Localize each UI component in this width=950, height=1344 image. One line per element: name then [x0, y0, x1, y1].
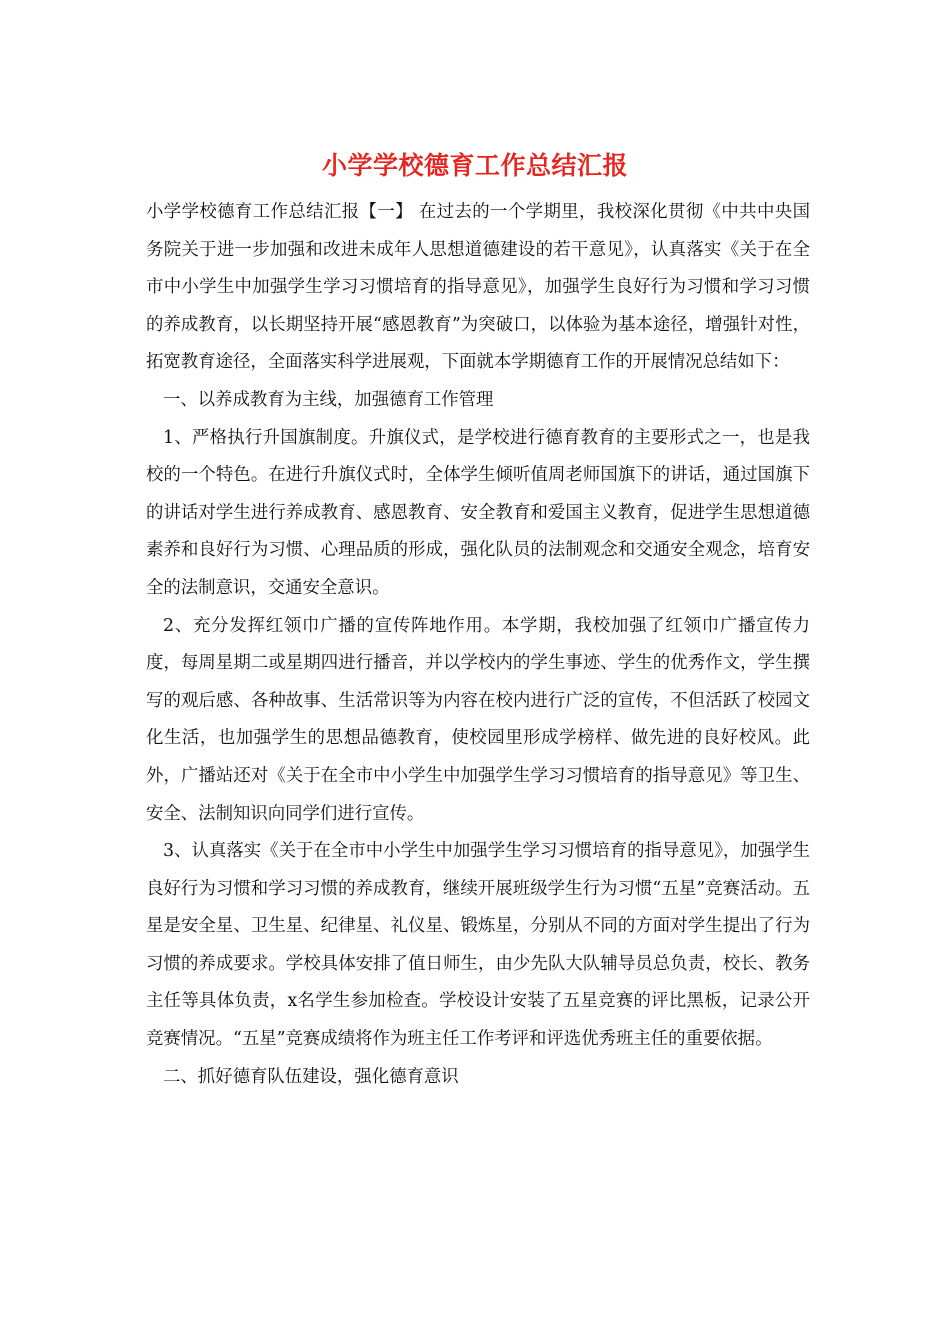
- section-heading-2: 二、抓好德育队伍建设，强化德育意识: [163, 1066, 459, 1087]
- paragraph-item-2: 2、充分发挥红领巾广播的宣传阵地作用。本学期，我校加强了红领巾广播宣传力度，每周星期二或星期四进行播音，并以学校内的学生事迹、学生的优秀作文，学生撰写的观后感、各种故事、生活常识等为内容在校内进行广泛的宣传，不但活跃了校园文化生活，也加强学生的思想品德教育，使校园里形成学榜样、做先进的良好校风。此外，广播站还对《关于在全市中小学生中加强学生学习习惯培育的指导意见》等卫生、安全、法制知识向同学们进行宣传。: [146, 615, 810, 824]
- intro-paragraph: 小学学校德育工作总结汇报【一】 在过去的一个学期里，我校深化贯彻《中共中央国务院关于进一步加强和改进未成年人思想道德建设的若干意见》，认真落实《关于在全市中小学生中加强学生学习习惯培育的指导意见》，加强学生良好行为习惯和学习习惯的养成教育，以长期坚持开展“感恩教育”为突破口，以体验为基本途径，增强针对性，拓宽教育途径，全面落实科学进展观，下面就本学期德育工作的开展情况总结如下：: [146, 202, 810, 373]
- document-body: [146, 194, 810, 1096]
- paragraph-item-1: 1、严格执行升国旗制度。升旗仪式，是学校进行德育教育的主要形式之一，也是我校的一个特色。在进行升旗仪式时，全体学生倾听值周老师国旗下的讲话，通过国旗下的讲话对学生进行养成教育、感恩教育、安全教育和爱国主义教育，促进学生思想道德素养和良好行为习惯、心理品质的形成，强化队员的法制观念和交通安全观念，培育安全的法制意识，交通安全意识。: [146, 427, 810, 598]
- document-title: 小学学校德育工作总结汇报: [321, 151, 628, 180]
- paragraph-item-3: 3、认真落实《关于在全市中小学生中加强学生学习习惯培育的指导意见》，加强学生良好行为习惯和学习习惯的养成教育，继续开展班级学生行为习惯“五星”竞赛活动。五星是安全星、卫生星、纪律星、礼仪星、锻炼星，分别从不同的方面对学生提出了行为习惯的养成要求。学校具体安排了值日师生，由少先队大队辅导员总负责，校长、教务主任等具体负责，x名学生参加检查。学校设计安装了五星竞赛的评比黑板，记录公开竞赛情况。“五星”竞赛成绩将作为班主任工作考评和评选优秀班主任的重要依据。: [146, 841, 810, 1050]
- section-heading-1: 一、以养成教育为主线，加强德育工作管理: [163, 389, 494, 410]
